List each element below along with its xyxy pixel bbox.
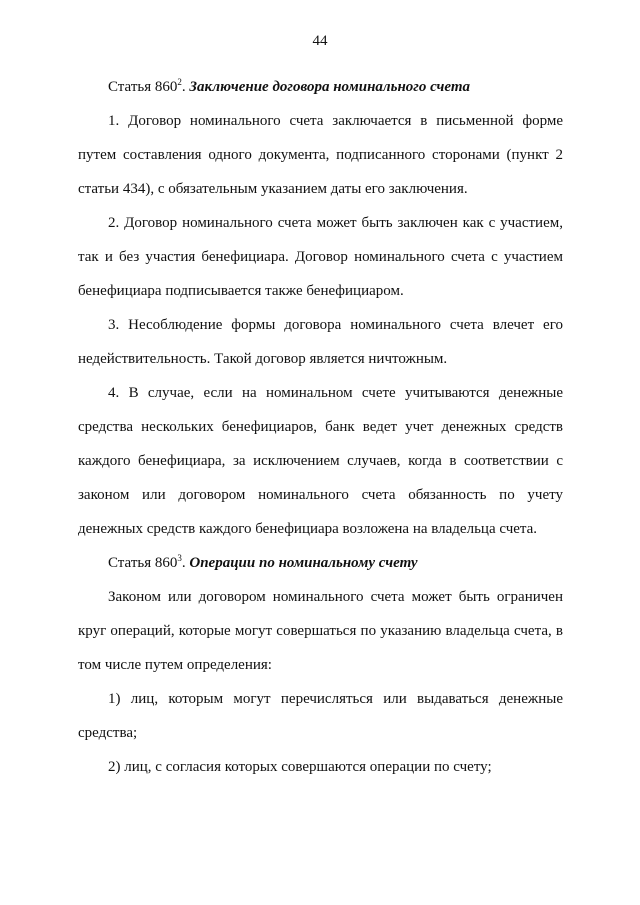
list-item-2: 2) лиц, с согласия которых совершаются операции по счету;	[108, 759, 492, 775]
article-dot: .	[181, 79, 190, 95]
paragraph-3: 3. Несоблюдение формы договора номинального счета влечет его недействительность. Такой договор является ничтожным.	[78, 317, 563, 367]
document-body	[78, 70, 563, 784]
article-title: Операции по номинальному счету	[189, 555, 418, 571]
article-heading-860-3	[78, 546, 563, 580]
list-item-1: 1) лиц, которым могут перечисляться или выдаваться денежные средства;	[78, 691, 563, 741]
paragraph-intro: Законом или договором номинального счета может быть ограничен круг операций, которые могут совершаться по указанию владельца счета, в том числе путем определения:	[78, 589, 563, 673]
paragraph-1: 1. Договор номинального счета заключается в письменной форме путем составления одного документа, подписанного сторонами (пункт 2 статьи 434), с обязательным указанием даты его заключения.	[78, 113, 563, 197]
paragraph-4: 4. В случае, если на номинальном счете учитываются денежные средства нескольких бенефициаров, банк ведет учет денежных средств каждого бенефициара, за исключением случаев, когда в соответствии с законом или договором номинального счета обязанность по учету денежных средств каждого бенефициара возложена на владельца счета.	[78, 385, 563, 537]
article-title: Заключение договора номинального счета	[189, 79, 471, 95]
article-superscript: 2	[177, 77, 182, 87]
article-number: Статья 860	[108, 555, 178, 571]
page-number: 44	[312, 33, 328, 49]
article-number: Статья 860	[108, 79, 178, 95]
article-superscript: 3	[177, 553, 182, 563]
paragraph-2: 2. Договор номинального счета может быть заключен как с участием, так и без участия бенефициара. Договор номинального счета с участием бенефициара подписывается также бенефициаром.	[78, 215, 563, 299]
article-dot: .	[181, 555, 190, 571]
article-heading-860-2	[78, 70, 563, 104]
